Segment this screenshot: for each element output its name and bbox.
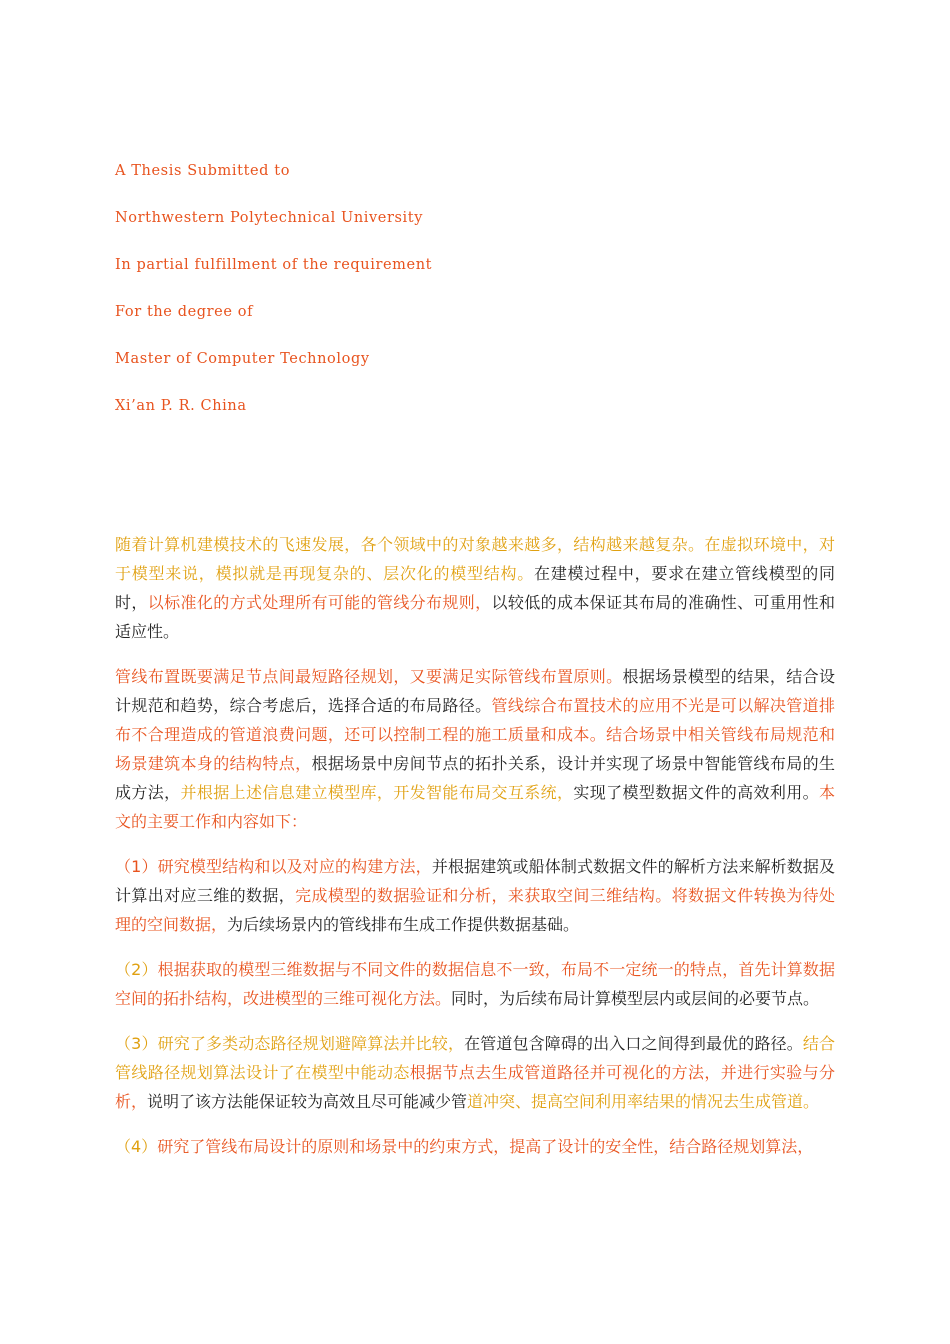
text-span: 管线布置既要满足节点间最短路径规划，又要满足实际管线布置原则。 [115, 667, 623, 686]
text-span: 本文的主要工作和内容如下： [115, 783, 835, 831]
abstract-paragraph-5 [115, 1029, 835, 1116]
text-span: 根据获取的模型三维数据与不同文件的数据信息不一致，布局不一定统一的特点，首先计算数据空间的拓扑结构，改进模型的三维可视化方法。 [115, 960, 835, 1008]
text-span: 以标准化的方式处理所有可能的管线分布规则， [147, 593, 492, 612]
text-span: 说明了该方法能保证较为高效且尽可能减少管 [147, 1092, 468, 1111]
thesis-degree-name: Master of Computer Technology [115, 351, 370, 367]
text-span: 研究了管线布局设计的原则和场景中的约束方式，提高了设计的安全性，结合路径规划算法， [157, 1137, 814, 1156]
text-span: 完成模型的数据验证和分析，来获取空间三维结构。将数据文件转换为待处理的空间数据， [115, 886, 835, 934]
abstract-paragraph-3 [115, 852, 835, 939]
abstract-paragraph-1 [115, 530, 835, 646]
abstract-paragraph-4 [115, 955, 835, 1013]
abstract-paragraph-6 [115, 1132, 835, 1161]
text-span: （4） [115, 1137, 158, 1156]
text-span: 结合场景中相关管线布局规范和场景建筑本身的结构特点， [115, 725, 835, 773]
text-span: 随着计算机建模技术的飞速发展，各个领域中的对象越来越多，结构越来越复杂。 [115, 535, 705, 554]
text-span: 根据场景中房间节点的拓扑关系，设计并实现了场景中智能管线布局的生成方法， [115, 754, 835, 802]
thesis-location: Xi’an P. R. China [115, 398, 247, 414]
thesis-submitted-to: A Thesis Submitted to [115, 163, 291, 179]
text-span: 结合管线路径规划算法设计了在模型中能动态 [115, 1034, 835, 1082]
text-span: 在虚拟环境中，对于模型来说，模拟就是再现复杂的、层次化的模型结构。 [115, 535, 835, 583]
text-span: （3）研究了多类动态路径规划避障算法并比较， [115, 1034, 465, 1053]
text-span: 实现了模型数据文件的高效利用。 [573, 783, 819, 802]
text-span: 并根据建筑或船体制式数据文件的解析方法来解析数据及计算出对应三维的数据， [115, 857, 835, 905]
text-span: 根据节点去生成管道路径并可视化的方法，并进行实验与分析， [115, 1063, 835, 1111]
text-span: 在建模过程中，要求在建立管线模型的同时， [115, 564, 835, 612]
abstract-paragraph-2 [115, 662, 835, 836]
text-span: 管线综合布置技术的应用不光是可以解决管道排布不合理造成的管道浪费问题，还可以控制工程的施工质量和成本。 [115, 696, 835, 744]
text-span: 道冲突、提高空间利用率结果的情况去生成管道。 [467, 1092, 820, 1111]
text-span: 为后续场景内的管线排布生成工作提供数据基础。 [227, 915, 580, 934]
text-span: 在管道包含障碍的出入口之间得到最优的路径。 [464, 1034, 803, 1053]
text-span: （1）研究模型结构和以及对应的构建方法， [115, 857, 432, 876]
thesis-degree-of: For the degree of [115, 304, 254, 320]
text-span: 同时，为后续布局计算模型层内或层间的必要节点。 [451, 989, 820, 1008]
thesis-university: Northwestern Polytechnical University [115, 210, 424, 226]
abstract-body [115, 530, 835, 1177]
text-span: 以较低的成本保证其布局的准确性、可重用性和适应性。 [115, 593, 835, 641]
text-span: （2） [115, 960, 158, 979]
text-span: 根据场景模型的结果，结合设计规范和趋势，综合考虑后，选择合适的布局路径。 [115, 667, 835, 715]
text-span: 并根据上述信息建立模型库，开发智能布局交互系统， [180, 783, 574, 802]
thesis-requirement: In partial fulfillment of the requirement [115, 257, 433, 273]
